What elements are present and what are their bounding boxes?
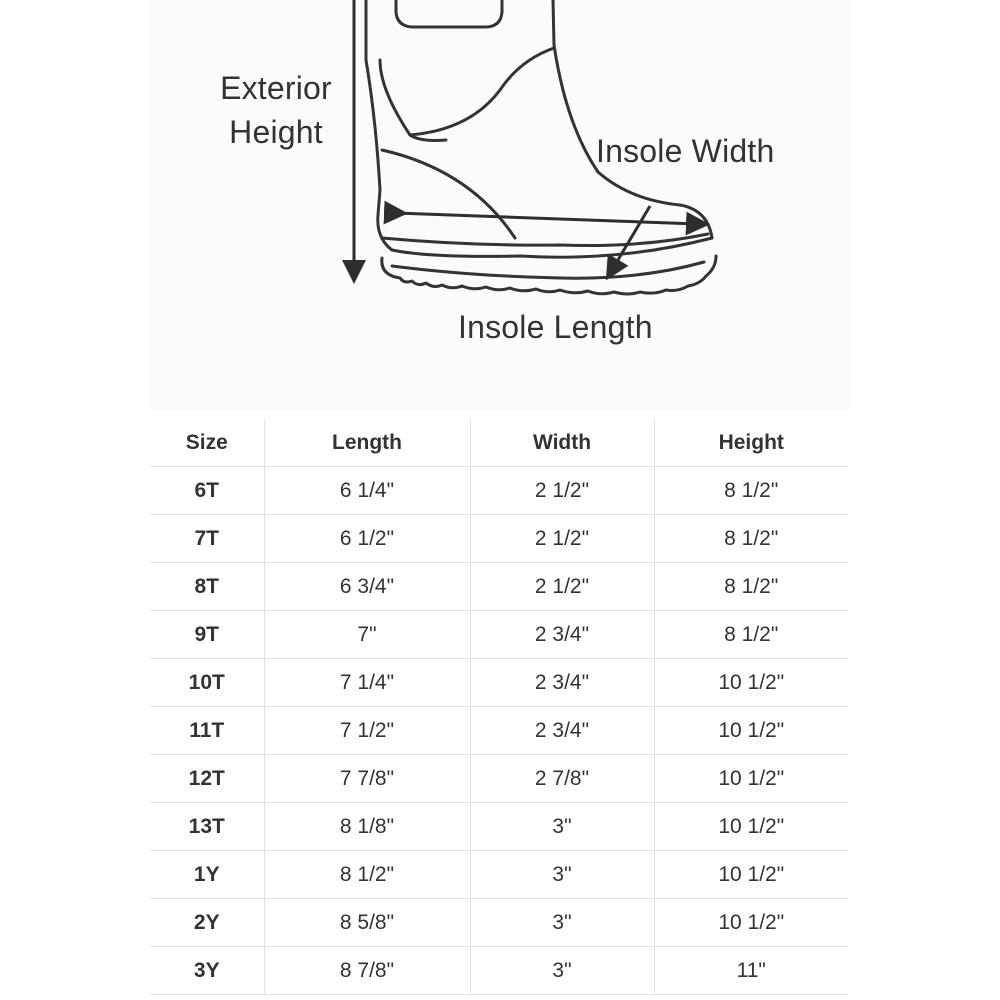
table-row [150, 803, 848, 851]
size-cell: 13T [150, 803, 264, 851]
table-row [150, 467, 848, 515]
height-cell: 11" [654, 947, 848, 995]
size-cell: 3Y [150, 947, 264, 995]
width-cell: 2 1/2" [470, 515, 654, 563]
length-cell: 8 1/8" [264, 803, 470, 851]
size-cell: 8T [150, 563, 264, 611]
table-row [150, 515, 848, 563]
width-cell: 2 7/8" [470, 755, 654, 803]
width-cell: 3" [470, 899, 654, 947]
size-cell: 11T [150, 707, 264, 755]
height-cell: 8 1/2" [654, 515, 848, 563]
width-cell: 2 3/4" [470, 707, 654, 755]
insole-length-arrow [396, 213, 698, 224]
length-cell: 6 1/4" [264, 467, 470, 515]
table-row [150, 899, 848, 947]
height-cell: 10 1/2" [654, 755, 848, 803]
insole-width-label: Insole Width [596, 133, 775, 169]
size-cell: 2Y [150, 899, 264, 947]
exterior-height-label-line2: Height [229, 114, 323, 150]
table-row [150, 707, 848, 755]
height-cell: 10 1/2" [654, 851, 848, 899]
length-cell: 7 1/4" [264, 659, 470, 707]
length-cell: 7 7/8" [264, 755, 470, 803]
header-size: Size [150, 419, 264, 467]
width-cell: 3" [470, 851, 654, 899]
height-cell: 10 1/2" [654, 659, 848, 707]
size-cell: 6T [150, 467, 264, 515]
exterior-height-label [212, 66, 340, 154]
header-length: Length [264, 419, 470, 467]
table-row [150, 755, 848, 803]
table-row [150, 611, 848, 659]
length-cell: 7 1/2" [264, 707, 470, 755]
header-width: Width [470, 419, 654, 467]
height-cell: 10 1/2" [654, 707, 848, 755]
length-cell: 6 3/4" [264, 563, 470, 611]
size-chart-table [150, 419, 848, 995]
height-cell: 8 1/2" [654, 467, 848, 515]
length-cell: 8 5/8" [264, 899, 470, 947]
height-cell: 10 1/2" [654, 899, 848, 947]
length-cell: 8 1/2" [264, 851, 470, 899]
width-cell: 2 3/4" [470, 659, 654, 707]
size-cell: 10T [150, 659, 264, 707]
width-cell: 2 1/2" [470, 563, 654, 611]
height-cell: 8 1/2" [654, 611, 848, 659]
width-cell: 3" [470, 947, 654, 995]
header-height: Height [654, 419, 848, 467]
exterior-height-label-line1: Exterior [220, 70, 332, 106]
insole-width-arrow [612, 206, 650, 270]
insole-length-label: Insole Length [458, 309, 653, 345]
size-cell: 12T [150, 755, 264, 803]
width-cell: 2 1/2" [470, 467, 654, 515]
length-cell: 7" [264, 611, 470, 659]
table-row [150, 563, 848, 611]
table-row [150, 851, 848, 899]
length-cell: 6 1/2" [264, 515, 470, 563]
length-cell: 8 7/8" [264, 947, 470, 995]
size-cell: 9T [150, 611, 264, 659]
size-cell: 1Y [150, 851, 264, 899]
width-cell: 3" [470, 803, 654, 851]
size-cell: 7T [150, 515, 264, 563]
width-cell: 2 3/4" [470, 611, 654, 659]
height-cell: 8 1/2" [654, 563, 848, 611]
boot-measurement-diagram [150, 0, 850, 410]
table-header-row [150, 419, 848, 467]
table-row [150, 659, 848, 707]
table-row [150, 947, 848, 995]
height-cell: 10 1/2" [654, 803, 848, 851]
